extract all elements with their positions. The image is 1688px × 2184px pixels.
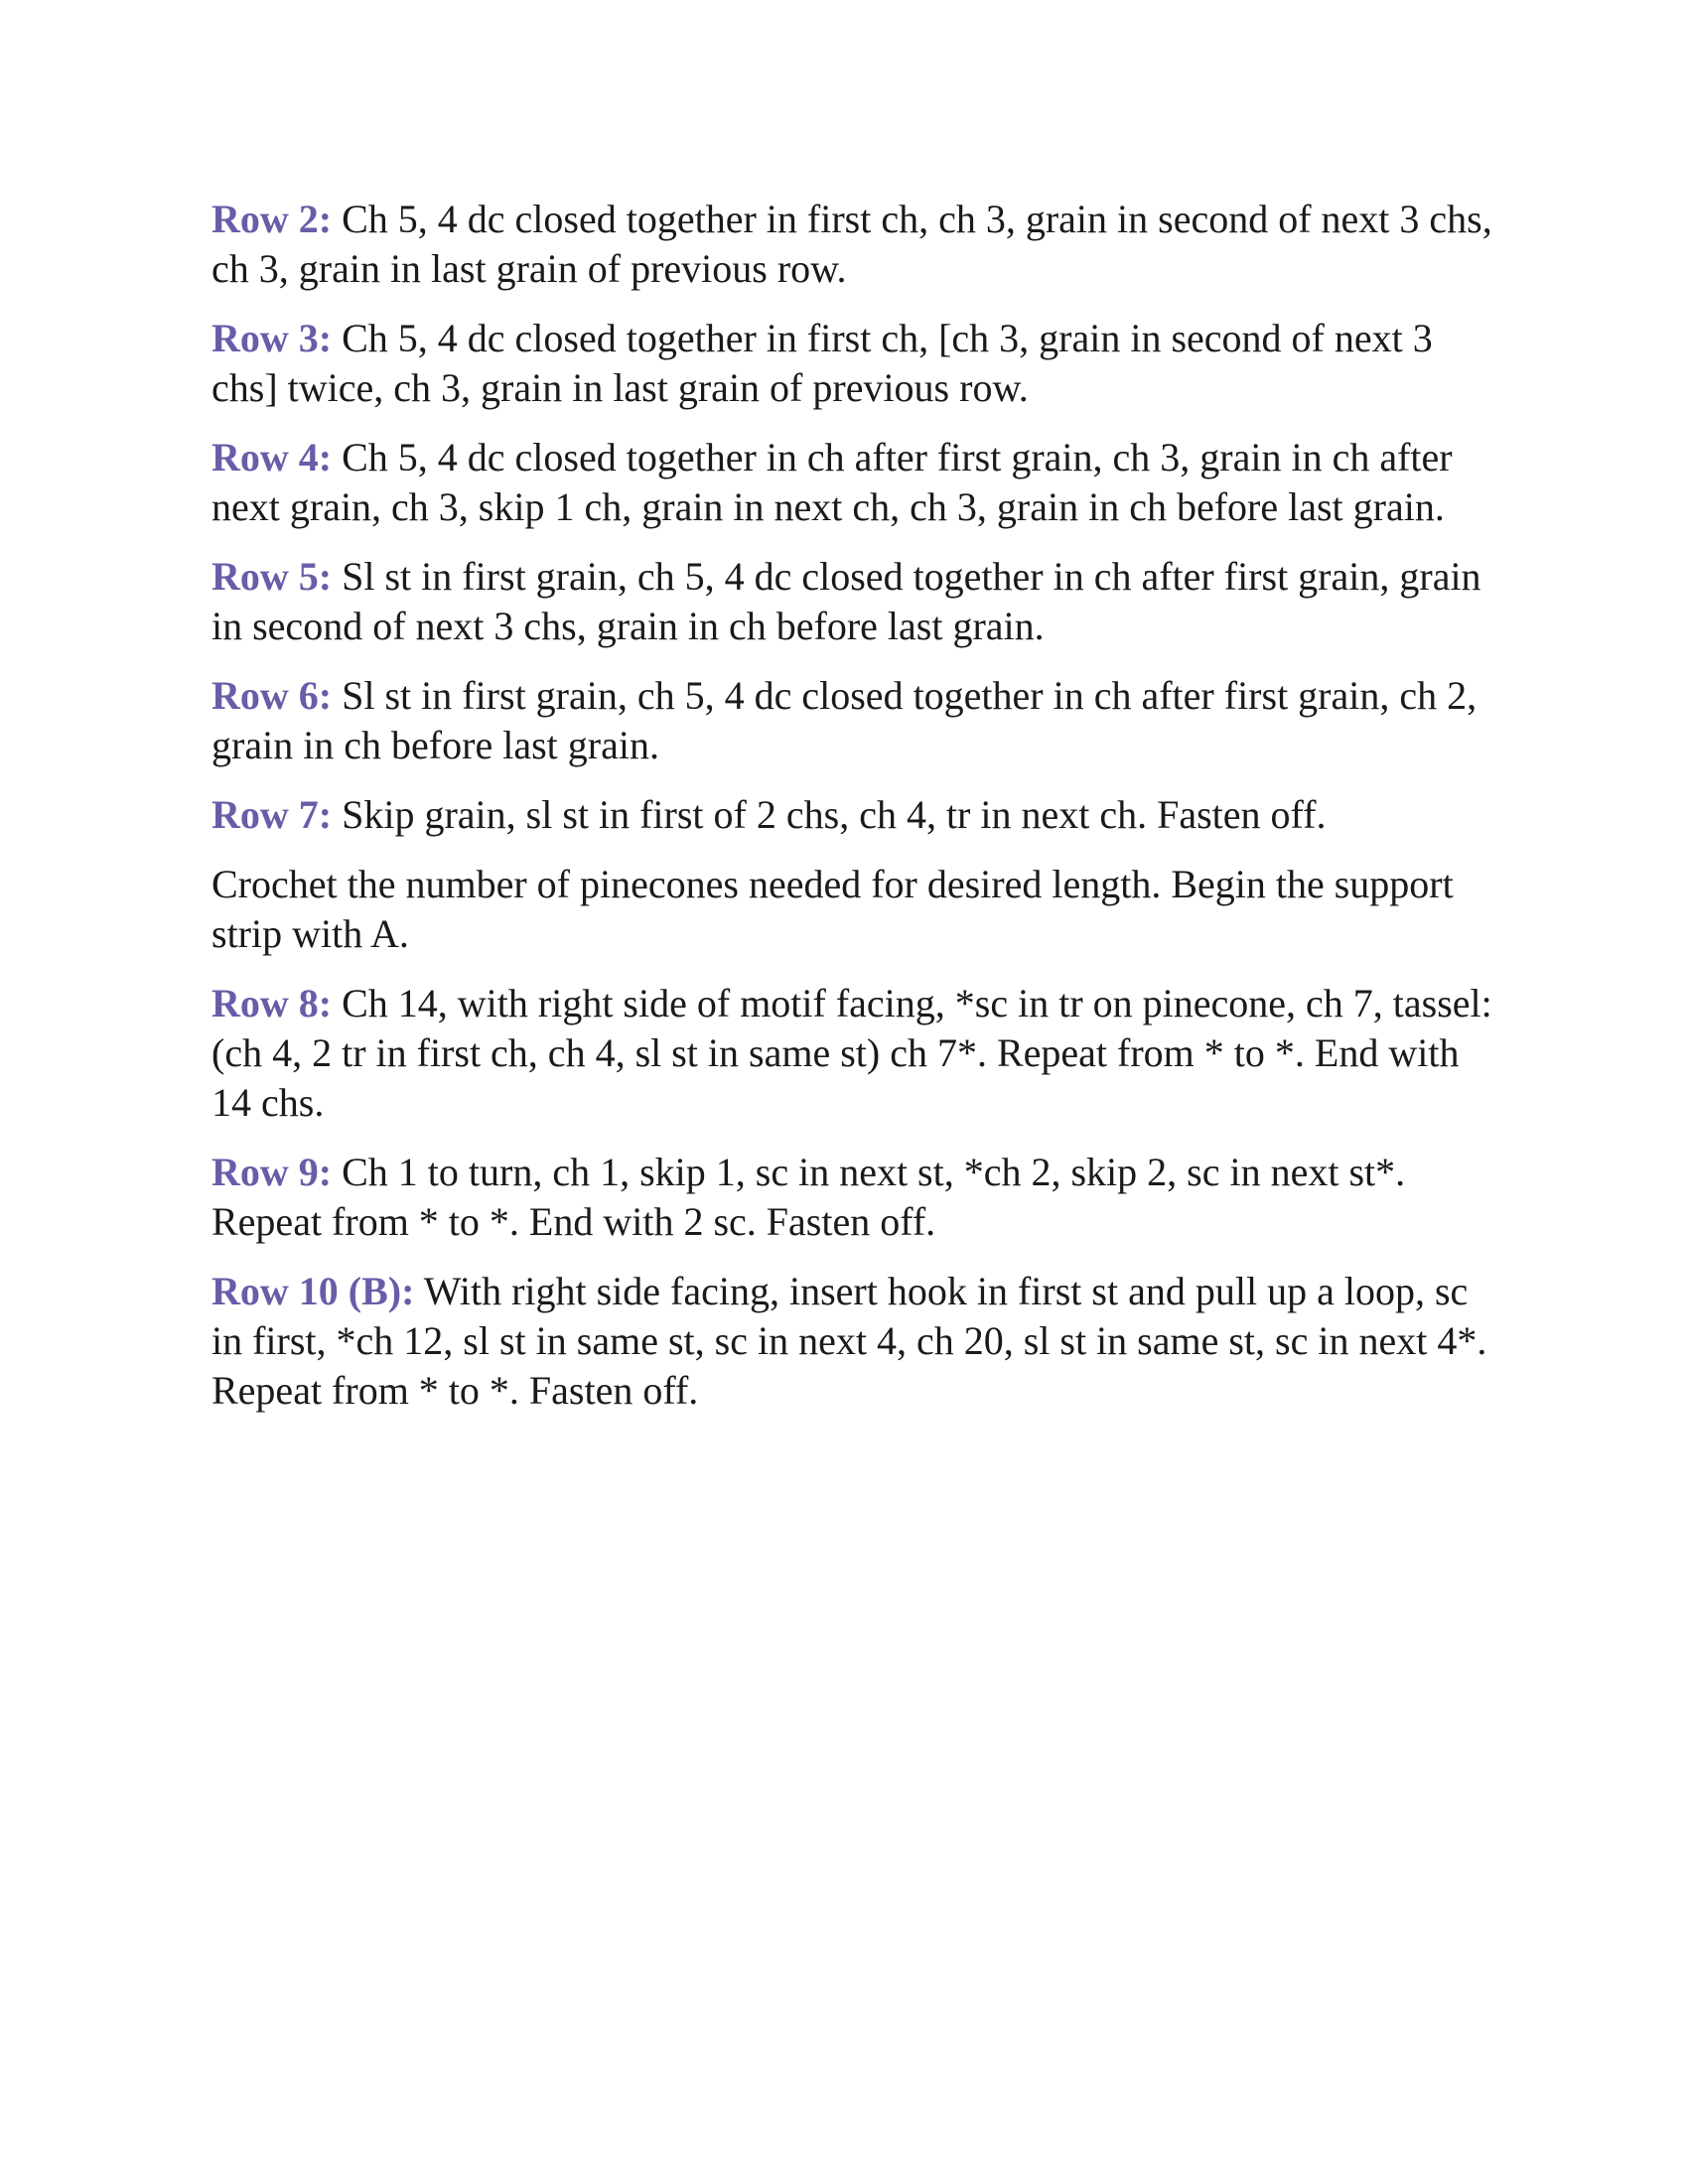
row-label: Row 3:	[211, 316, 333, 360]
row-label: Row 4:	[211, 435, 333, 479]
row-10-paragraph	[211, 1267, 1492, 1416]
row-instruction: Ch 5, 4 dc closed together in first ch, [ch 3, grain in second of next 3 chs] twice, ch 3, grain in last grain of previous row.	[211, 316, 1433, 410]
row-instruction: Sl st in first grain, ch 5, 4 dc closed together in ch after first grain, grain in second of next 3 chs, grain in ch before last grain.	[211, 554, 1481, 648]
row-2-paragraph	[211, 195, 1492, 294]
row-label: Row 5:	[211, 554, 333, 599]
row-8-paragraph	[211, 979, 1492, 1128]
pinecone-note-paragraph	[211, 860, 1492, 959]
row-label: Row 8:	[211, 981, 333, 1025]
note-text: Crochet the number of pinecones needed for desired length. Begin the support strip with A.	[211, 862, 1454, 956]
row-7-paragraph	[211, 790, 1492, 840]
row-instruction: Ch 1 to turn, ch 1, skip 1, sc in next st, *ch 2, skip 2, sc in next st*. Repeat from * to *. End with 2 sc. Fasten off.	[211, 1150, 1406, 1244]
row-4-paragraph	[211, 433, 1492, 532]
row-label: Row 2:	[211, 197, 333, 241]
row-instruction: Ch 14, with right side of motif facing, *sc in tr on pinecone, ch 7, tassel: (ch 4, 2 tr in first ch, ch 4, sl st in same st) ch 7*. Repeat from * to *. End with 14 chs.	[211, 981, 1492, 1125]
row-6-paragraph	[211, 671, 1492, 770]
row-instruction: Sl st in first grain, ch 5, 4 dc closed together in ch after first grain, ch 2, grain in ch before last grain.	[211, 673, 1477, 767]
row-instruction: With right side facing, insert hook in first st and pull up a loop, sc in first, *ch 12, sl st in same st, sc in next 4, ch 20, sl st in same st, sc in next 4*. Repeat from * to *. Fasten off.	[211, 1269, 1487, 1413]
row-3-paragraph	[211, 314, 1492, 413]
document-page	[211, 195, 1492, 1435]
row-label: Row 6:	[211, 673, 333, 718]
row-label: Row 7:	[211, 792, 333, 837]
row-label: Row 9:	[211, 1150, 333, 1194]
row-label: Row 10 (B):	[211, 1269, 415, 1313]
row-instruction: Ch 5, 4 dc closed together in first ch, ch 3, grain in second of next 3 chs, ch 3, grain in last grain of previous row.	[211, 197, 1492, 291]
row-9-paragraph	[211, 1148, 1492, 1247]
row-instruction: Ch 5, 4 dc closed together in ch after first grain, ch 3, grain in ch after next grain, ch 3, skip 1 ch, grain in next ch, ch 3, grain in ch before last grain.	[211, 435, 1453, 529]
row-instruction: Skip grain, sl st in first of 2 chs, ch 4, tr in next ch. Fasten off.	[332, 792, 1327, 837]
row-5-paragraph	[211, 552, 1492, 651]
